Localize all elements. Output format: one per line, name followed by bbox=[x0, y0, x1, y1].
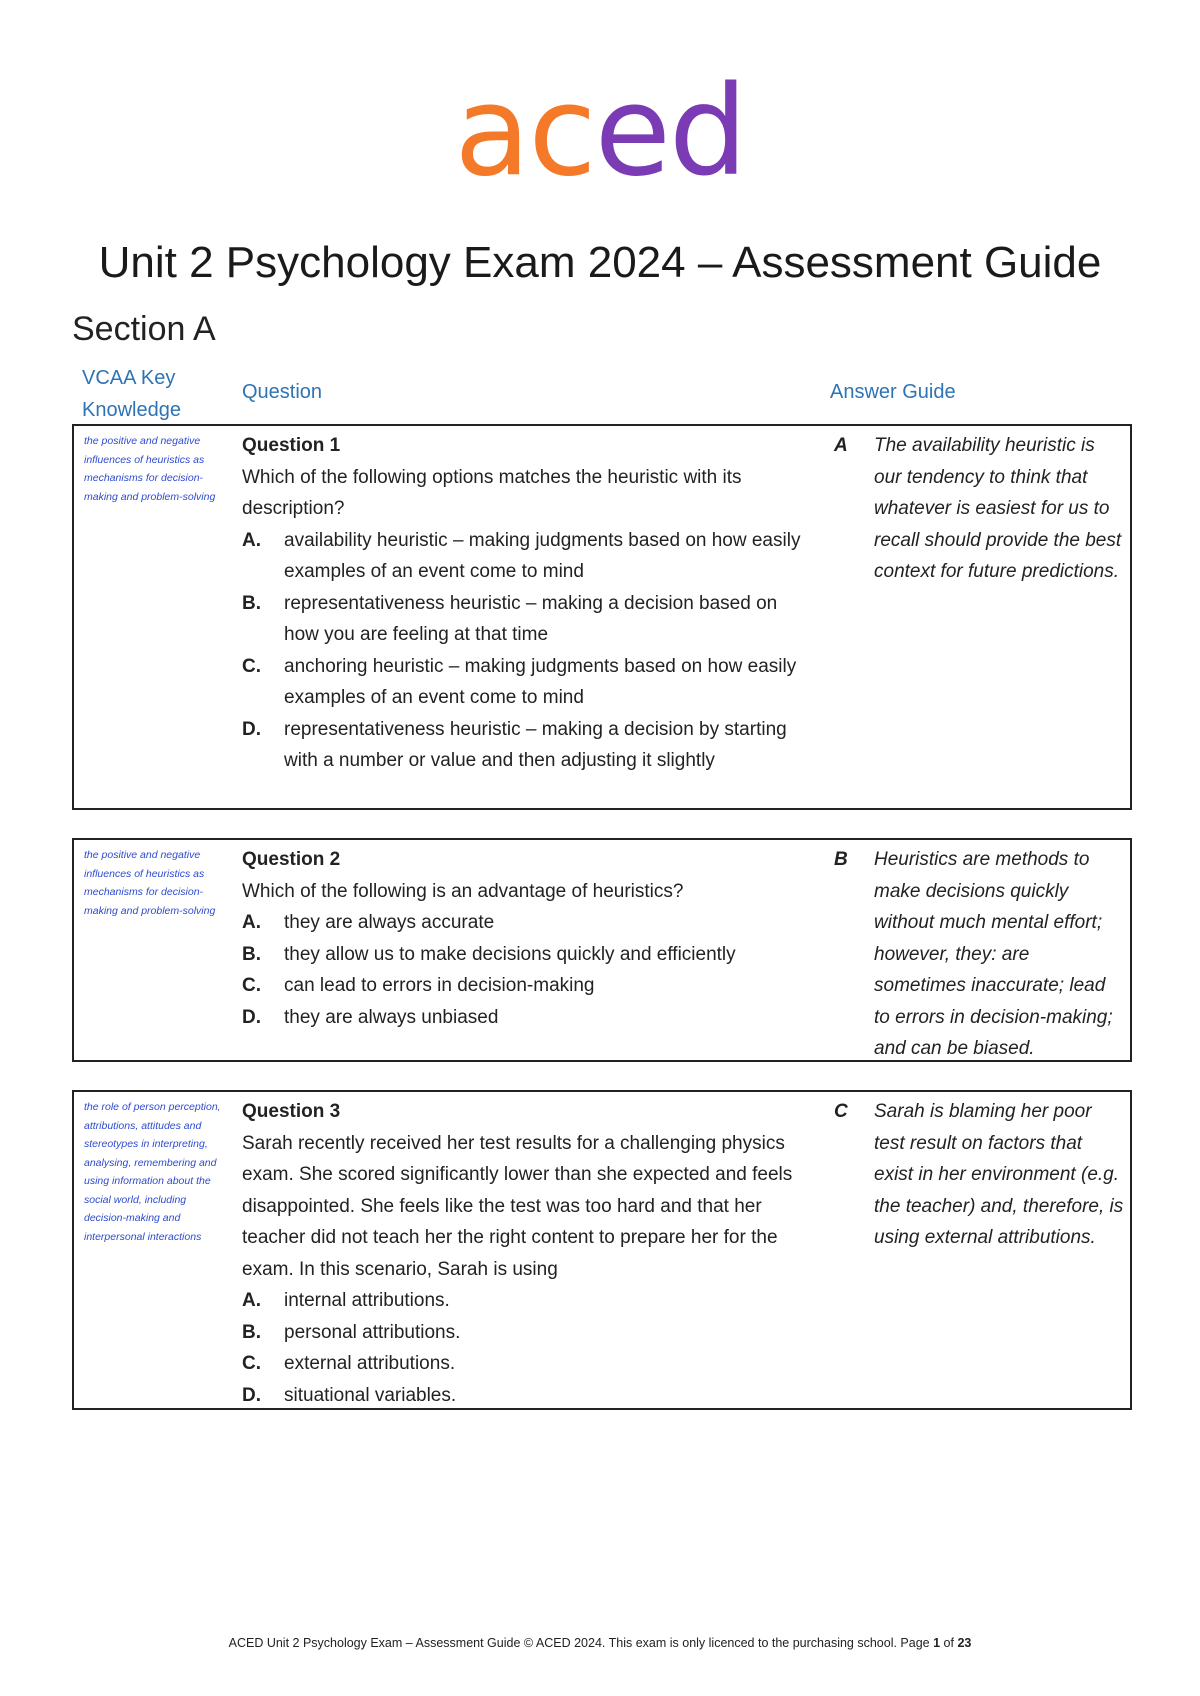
option-letter: D. bbox=[242, 1384, 261, 1406]
question-3-box bbox=[72, 1090, 1132, 1410]
answer-key: C bbox=[834, 1101, 848, 1122]
option-a bbox=[242, 525, 812, 588]
footer-of: of bbox=[943, 1636, 954, 1650]
answer-explanation: Heuristics are methods to make decisions quickly without much mental effort; however, they: are sometimes inaccurate; lead to errors in decision-making; and can be biased. bbox=[874, 849, 1113, 1059]
document-title: Unit 2 Psychology Exam 2024 – Assessment Guide bbox=[98, 238, 1102, 287]
option-text: they are always accurate bbox=[284, 912, 495, 933]
option-text: they are always unbiased bbox=[284, 1006, 499, 1028]
option-letter: C. bbox=[242, 975, 261, 996]
option-text: they allow us to make decisions quickly and efficiently bbox=[284, 943, 736, 965]
question-number: Question 3 bbox=[242, 1101, 341, 1122]
key-knowledge-text: the positive and negative influences of heuristics as mechanisms for decision-making and problem-solving bbox=[84, 849, 216, 917]
question-column bbox=[242, 844, 812, 1033]
option-letter: C. bbox=[242, 1353, 261, 1374]
option-letter: B. bbox=[242, 592, 261, 614]
option-a bbox=[242, 907, 812, 939]
option-b bbox=[242, 588, 812, 651]
question-column bbox=[242, 1096, 812, 1411]
option-b bbox=[242, 939, 812, 971]
question-number: Question 2 bbox=[242, 849, 341, 870]
answer-explanation: Sarah is blaming her poor test result on factors that exist in her environment (e.g. the teacher) and, therefore, is using external attributions. bbox=[874, 1101, 1124, 1248]
option-text: external attributions. bbox=[284, 1353, 456, 1374]
logo-part-1: ac bbox=[454, 60, 595, 204]
question-stem: Sarah recently received her test results for a challenging physics exam. She scored significantly lower than she expected and feels disappointed. She feels like the test was too hard and that her teacher did not teach her the right content to prepare her for the exam. In this scenario, Sarah is using bbox=[242, 1132, 793, 1280]
option-text: representativeness heuristic – making a decision by starting with a number or value and then adjusting it slightly bbox=[284, 718, 787, 771]
option-letter: A. bbox=[242, 1290, 261, 1311]
question-number: Question 1 bbox=[242, 435, 341, 456]
question-stem: Which of the following is an advantage of heuristics? bbox=[242, 880, 684, 902]
footer-text: ACED Unit 2 Psychology Exam – Assessment Guide © ACED 2024. This exam is only licenced to the purchasing school. Page bbox=[228, 1636, 930, 1650]
question-2-box bbox=[72, 838, 1132, 1062]
option-text: availability heuristic – making judgments based on how easily examples of an event come to mind bbox=[284, 529, 801, 582]
page-footer bbox=[0, 1636, 1200, 1650]
option-letter: D. bbox=[242, 718, 261, 740]
option-letter: B. bbox=[242, 943, 261, 965]
option-letter: B. bbox=[242, 1321, 261, 1343]
option-text: personal attributions. bbox=[284, 1321, 461, 1343]
header-answer-guide: Answer Guide bbox=[830, 381, 956, 403]
option-a bbox=[242, 1285, 812, 1317]
question-column bbox=[242, 430, 812, 777]
option-d bbox=[242, 1002, 812, 1034]
option-letter: A. bbox=[242, 912, 261, 933]
option-c bbox=[242, 1348, 812, 1380]
footer-page-number: 1 bbox=[933, 1636, 941, 1650]
answer-key: B bbox=[834, 849, 848, 870]
option-text: can lead to errors in decision-making bbox=[284, 975, 595, 996]
logo-part-2: ed bbox=[594, 60, 746, 204]
option-letter: A. bbox=[242, 529, 261, 551]
question-stem: Which of the following options matches the heuristic with its description? bbox=[242, 466, 742, 519]
option-d bbox=[242, 714, 812, 777]
footer-page-total: 23 bbox=[957, 1636, 972, 1650]
option-text: situational variables. bbox=[284, 1384, 457, 1406]
option-d bbox=[242, 1380, 812, 1412]
option-c bbox=[242, 970, 812, 1002]
key-knowledge-text: the positive and negative influences of heuristics as mechanisms for decision-making and problem-solving bbox=[84, 435, 216, 503]
option-text: anchoring heuristic – making judgments based on how easily examples of an event come to mind bbox=[284, 655, 797, 708]
option-letter: D. bbox=[242, 1006, 261, 1028]
option-b bbox=[242, 1317, 812, 1349]
header-question: Question bbox=[242, 381, 323, 403]
question-1-box bbox=[72, 424, 1132, 810]
header-key-knowledge: VCAA Key Knowledge bbox=[82, 367, 181, 421]
section-title: Section A bbox=[72, 310, 216, 348]
option-c bbox=[242, 651, 812, 714]
answer-key: A bbox=[834, 435, 848, 456]
option-letter: C. bbox=[242, 655, 261, 677]
option-text: representativeness heuristic – making a decision based on how you are feeling at that time bbox=[284, 592, 778, 645]
key-knowledge-text: the role of person perception, attributions, attitudes and stereotypes in interpreting, analysing, remembering and using information about the social world, including decision-making and interpersonal interactions bbox=[84, 1101, 221, 1243]
option-text: internal attributions. bbox=[284, 1290, 450, 1311]
answer-explanation: The availability heuristic is our tendency to think that whatever is easiest for us to recall should provide the best context for future predictions. bbox=[874, 435, 1122, 582]
aced-logo bbox=[0, 60, 1200, 204]
